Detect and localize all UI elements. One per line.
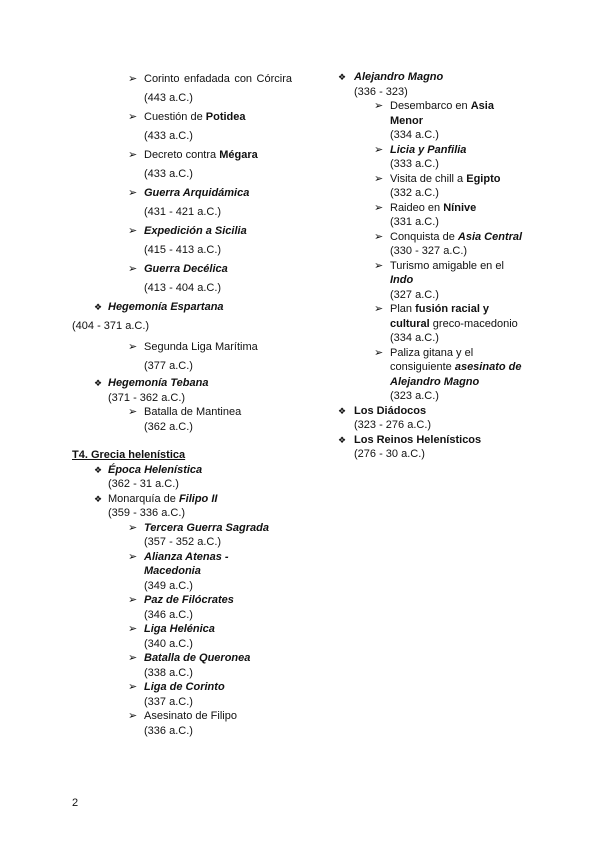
item-text-plain: Monarquía de (108, 492, 179, 505)
diamond-bullet-icon: ❖ (94, 493, 103, 504)
diamond-bullet-icon: ❖ (338, 72, 347, 82)
item-date: (338 a.C.) (144, 666, 193, 679)
item-text-plain: Paliza gitana y el consiguiente (390, 346, 474, 373)
item-title: Época Helenística (108, 463, 203, 476)
list-item (338, 143, 538, 172)
section-title: T4. Grecia helenística (72, 449, 186, 461)
item-text: Corinto enfadada con Córcira (144, 73, 292, 85)
arrow-bullet-icon: ➢ (128, 652, 138, 664)
list-item (72, 405, 292, 434)
item-text (144, 108, 292, 127)
item-text-emphasis: asesinato de Alejandro Magno (390, 361, 522, 388)
item-date: (346 a.C.) (144, 608, 193, 621)
list-item (72, 651, 292, 680)
item-date: (433 a.C.) (144, 130, 193, 142)
item-text-bold: Mégara (219, 149, 258, 161)
item-date: (443 a.C.) (144, 92, 193, 104)
reinos-helenisticos (338, 433, 538, 462)
arrow-bullet-icon: ➢ (128, 521, 138, 534)
list-item (72, 680, 292, 709)
item-text-plain: Decreto contra (144, 149, 220, 161)
list-item (72, 593, 292, 622)
arrow-bullet-icon: ➢ (128, 623, 138, 635)
list-item (72, 222, 292, 260)
item-title: Hegemonía Tebana (108, 377, 209, 389)
arrow-bullet-icon: ➢ (374, 346, 384, 359)
item-date: (337 a.C.) (144, 695, 193, 708)
diamond-bullet-icon: ❖ (338, 434, 347, 445)
arrow-bullet-icon: ➢ (128, 594, 138, 606)
item-date: (340 a.C.) (144, 637, 193, 650)
arrow-bullet-icon: ➢ (128, 225, 138, 237)
item-text (390, 99, 502, 128)
item-date: (327 a.C.) (390, 288, 439, 301)
item-date: (331 a.C.) (390, 216, 439, 228)
item-text-emphasis: Asia Menor (390, 100, 494, 127)
item-text (390, 346, 526, 390)
item-text-plain: Visita de chill a (390, 172, 467, 185)
right-column (338, 70, 538, 462)
list-item (72, 550, 292, 594)
item-text: Licia y Panfilia (390, 143, 467, 156)
list-item (72, 146, 292, 184)
item-text-plain: Conquista de (390, 230, 458, 243)
item-text-plain: Plan (390, 303, 416, 315)
arrow-bullet-icon: ➢ (374, 100, 384, 112)
item-text: Batalla de Queronea (144, 652, 251, 664)
arrow-bullet-icon: ➢ (128, 187, 138, 199)
item-date: (357 - 352 a.C.) (144, 536, 222, 548)
arrow-bullet-icon: ➢ (374, 172, 384, 185)
item-text-plain: Cuestión de (144, 111, 206, 123)
list-item (72, 70, 292, 108)
item-title: Hegemonía Espartana (108, 301, 224, 313)
list-item (72, 184, 292, 222)
item-text-emphasis: Indo (390, 274, 414, 286)
item-date: (371 - 362 a.C.) (108, 391, 186, 404)
arrow-bullet-icon: ➢ (128, 681, 138, 693)
list-item (338, 201, 538, 230)
item-text (390, 172, 538, 187)
item-text-bold: Potidea (205, 111, 246, 123)
item-date: (330 - 327 a.C.) (390, 245, 468, 257)
arrow-bullet-icon: ➢ (128, 406, 138, 418)
item-text: Paz de Filócrates (144, 594, 234, 606)
item-text-emphasis: Egipto (466, 172, 501, 185)
arrow-bullet-icon: ➢ (374, 143, 384, 156)
item-date: (431 - 421 a.C.) (144, 206, 222, 218)
list-item (72, 709, 292, 738)
item-text (144, 146, 292, 165)
item-date: (336 - 323) (354, 85, 408, 98)
page-number: 2 (72, 797, 79, 809)
monarquia-filipo (72, 492, 292, 521)
list-item (338, 346, 538, 404)
diamond-bullet-icon: ❖ (338, 405, 347, 416)
left-column (72, 70, 292, 738)
item-date: (433 a.C.) (144, 168, 193, 180)
item-text-bold: Filipo II (178, 492, 218, 505)
item-date: (377 a.C.) (144, 360, 193, 372)
item-date: (323 - 276 a.C.) (354, 419, 432, 431)
item-title: Los Reinos Helenísticos (354, 433, 482, 446)
item-date: (415 - 413 a.C.) (144, 244, 222, 256)
item-text-emphasis: Asia Central (457, 230, 523, 243)
arrow-bullet-icon: ➢ (128, 149, 138, 161)
item-title: Alejandro Magno (354, 71, 444, 83)
arrow-bullet-icon: ➢ (128, 341, 138, 353)
list-item (338, 302, 538, 346)
item-date: (359 - 336 a.C.) (108, 507, 186, 519)
arrow-bullet-icon: ➢ (128, 710, 138, 722)
los-diadocos (338, 404, 538, 433)
item-date: (334 a.C.) (390, 332, 439, 344)
item-date: (276 - 30 a.C.) (354, 448, 425, 460)
list-item (72, 521, 292, 550)
hegemonia-tebana (72, 376, 292, 405)
item-text (390, 259, 520, 288)
item-date: (362 a.C.) (144, 420, 193, 433)
arrow-bullet-icon: ➢ (128, 73, 138, 85)
arrow-bullet-icon: ➢ (128, 550, 138, 563)
list-item (338, 172, 538, 201)
item-title (108, 492, 292, 507)
arrow-bullet-icon: ➢ (128, 111, 138, 123)
item-text-plain: Turismo amigable en el (390, 259, 504, 272)
hegemonia-espartana (72, 298, 292, 336)
item-text-emphasis: Nínive (443, 201, 477, 214)
list-item (72, 338, 292, 376)
list-item (338, 259, 538, 303)
item-text-plain: greco-macedonio (429, 317, 518, 330)
item-date: (404 - 371 a.C.) (72, 320, 150, 332)
item-text (390, 201, 538, 216)
item-date: (362 - 31 a.C.) (108, 478, 179, 490)
list-item (72, 622, 292, 651)
item-date: (334 a.C.) (390, 129, 439, 141)
arrow-bullet-icon: ➢ (374, 230, 384, 243)
item-text: Alianza Atenas - Macedonia (144, 550, 229, 577)
item-text: Liga de Corinto (144, 681, 225, 693)
item-title: Los Diádocos (354, 404, 427, 417)
item-date: (323 a.C.) (390, 390, 439, 402)
list-item (72, 260, 292, 298)
item-text-emphasis: fusión racial y cultural (390, 303, 490, 330)
item-date: (413 - 404 a.C.) (144, 282, 222, 294)
item-text: Asesinato de Filipo (144, 710, 237, 722)
arrow-bullet-icon: ➢ (374, 303, 384, 315)
arrow-bullet-icon: ➢ (374, 259, 384, 272)
alejandro-magno (338, 70, 538, 99)
item-text: Liga Helénica (144, 623, 215, 635)
item-text: Batalla de Mantinea (144, 406, 242, 418)
arrow-bullet-icon: ➢ (374, 201, 384, 214)
item-text-plain: Raideo en (390, 201, 444, 214)
diamond-bullet-icon: ❖ (94, 464, 103, 475)
item-text: Expedición a Sicilia (144, 225, 247, 237)
item-text (390, 230, 538, 245)
list-item (338, 99, 538, 143)
list-item (72, 108, 292, 146)
item-date: (349 a.C.) (144, 579, 193, 592)
item-date: (333 a.C.) (390, 158, 439, 170)
item-text-plain: Desembarco en (390, 100, 471, 112)
item-text: Tercera Guerra Sagrada (144, 521, 269, 534)
diamond-bullet-icon: ❖ (94, 302, 103, 312)
item-text (390, 302, 530, 331)
arrow-bullet-icon: ➢ (128, 263, 138, 275)
item-date: (332 a.C.) (390, 187, 439, 199)
diamond-bullet-icon: ❖ (94, 378, 103, 388)
item-text: Segunda Liga Marítima (144, 341, 258, 353)
item-text: Guerra Arquidámica (144, 187, 250, 199)
epoca-helenistica (72, 463, 292, 492)
peloponnesian-list (72, 70, 292, 376)
item-date: (336 a.C.) (144, 724, 193, 737)
list-item (338, 230, 538, 259)
item-text: Guerra Decélica (144, 263, 228, 275)
